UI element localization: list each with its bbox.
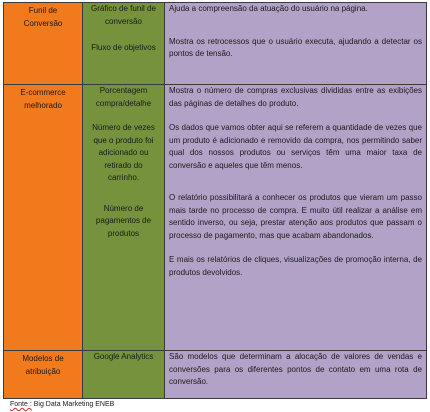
description-text: E mais os relatórios de cliques, visualizações de promoção interna, de produtos devolvidos. xyxy=(169,255,422,277)
category-label: Funil de Conversão xyxy=(23,6,63,28)
metric-label: Fluxo de objetivos xyxy=(91,43,156,52)
description-text: Os dados que vamos obter aqui se referem a quantidade de vezes que um produto é adicionado e removido da compra, nos permitindo saber qual dos nossos produtos ou serviços têm uma maior taxa de conversão e aqueles que têm menos. xyxy=(169,123,422,170)
table-row xyxy=(4,351,427,399)
metric-cell xyxy=(83,351,165,399)
description-text: São modelos que determinam a alocação de valores de vendas e conversões para os diferentes pontos de contato em uma rota de conversão. xyxy=(169,352,422,386)
metric-cell xyxy=(83,3,165,85)
description-text: O relatório possibilitará a conhecer os produtos que vieram um passo mais tarde no processo de compra. E muito útil realizar a análise em sentido inverso, ou seja, prestar atenção aos produtos que passam o processo de pagamento, mas que acabam abandonados. xyxy=(169,193,422,240)
description-cell xyxy=(165,85,427,351)
category-label: E-commerce melhorado xyxy=(20,88,66,110)
metric-label: Número de vezes que o produto foi adicionado ou retirado do carrinho. xyxy=(92,123,155,182)
source-note xyxy=(10,400,114,409)
metric-cell xyxy=(83,85,165,351)
table-row xyxy=(4,3,427,85)
table-row xyxy=(4,85,427,351)
category-label: Modelos de atribuição xyxy=(22,354,64,376)
description-text: Ajuda a compreensão da atuação do usuário na página. xyxy=(169,4,368,13)
metrics-table xyxy=(3,2,427,399)
source-text: Big Data Marketing ENEB xyxy=(33,401,115,408)
metric-label: Porcentagem compra/detalhe xyxy=(95,86,152,108)
description-text: Mostra o número de compras exclusivas divididas entre as exibições das páginas de detalhes do produto. xyxy=(169,86,422,108)
source-label: Fonte : xyxy=(10,401,32,408)
category-cell xyxy=(4,351,83,399)
description-text: Mostra os retrocessos que o usuário executa, ajudando a detectar os pontos de tensão. xyxy=(169,36,422,58)
metric-label: Gráfico de funil de conversão xyxy=(91,4,156,26)
description-cell xyxy=(165,351,427,399)
category-cell xyxy=(4,3,83,85)
category-cell xyxy=(4,85,83,351)
metric-label: Google Analytics xyxy=(93,352,154,361)
metric-label: Número de pagamentos de produtos xyxy=(95,203,152,238)
description-cell xyxy=(165,3,427,85)
